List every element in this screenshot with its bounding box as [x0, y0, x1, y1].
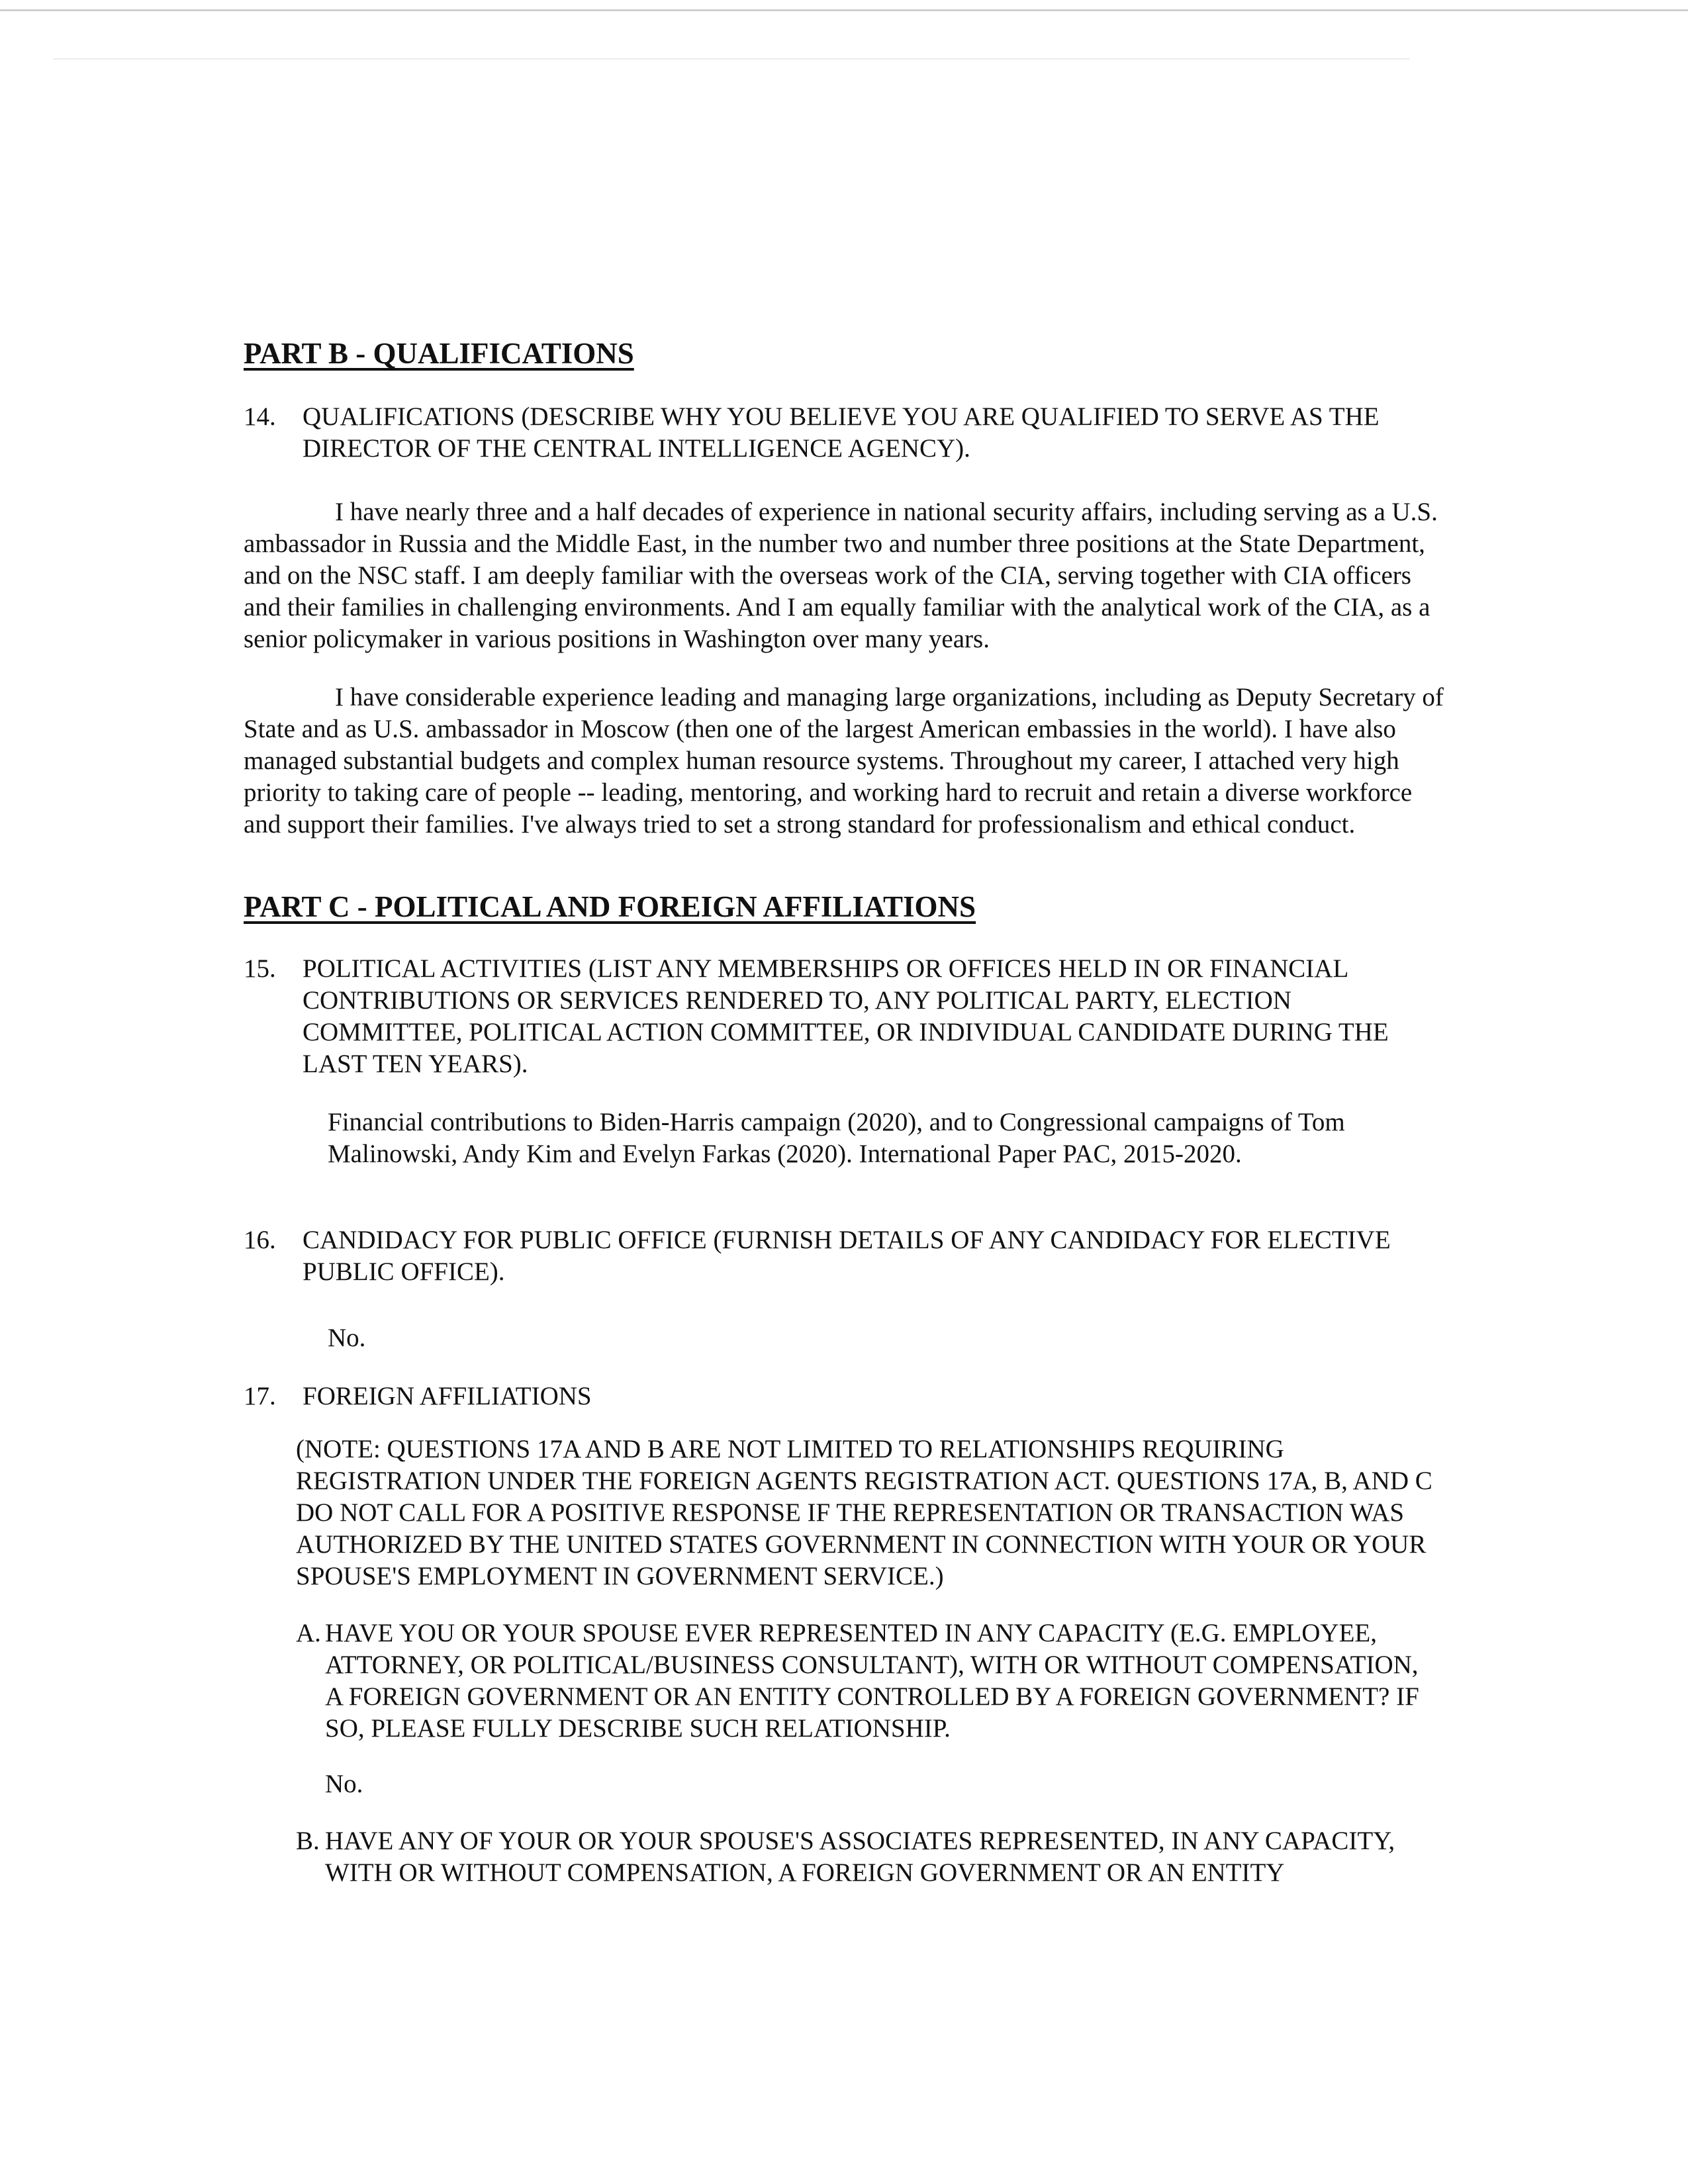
question-17a	[296, 1617, 1419, 1745]
scan-artifact-line	[53, 58, 1410, 60]
paragraph-line: I have considerable experience leading and managing large organizations, including as Deputy Secretary of	[335, 683, 1444, 711]
question-line: DIRECTOR OF THE CENTRAL INTELLIGENCE AGENCY).	[303, 434, 970, 463]
answer-line: Financial contributions to Biden-Harris campaign (2020), and to Congressional campaigns of Tom	[328, 1108, 1345, 1136]
question-line: HAVE ANY OF YOUR OR YOUR SPOUSE'S ASSOCIATES REPRESENTED, IN ANY CAPACITY,	[325, 1827, 1395, 1855]
question-17b	[296, 1825, 1395, 1889]
question-15	[244, 953, 1389, 1080]
note-line: REGISTRATION UNDER THE FOREIGN AGENTS REGISTRATION ACT. QUESTIONS 17A, B, AND C	[296, 1467, 1432, 1495]
paragraph-line: State and as U.S. ambassador in Moscow (then one of the largest American embassies in the world). I have also	[244, 715, 1396, 743]
question-line: ATTORNEY, OR POLITICAL/BUSINESS CONSULTANT), WITH OR WITHOUT COMPENSATION,	[325, 1651, 1419, 1679]
answer-16: No.	[328, 1324, 366, 1352]
paragraph-line: I have nearly three and a half decades of experience in national security affairs, including serving as a U.S.	[335, 498, 1438, 526]
paragraph-line: senior policymaker in various positions in Washington over many years.	[244, 625, 990, 653]
question-line: COMMITTEE, POLITICAL ACTION COMMITTEE, OR INDIVIDUAL CANDIDATE DURING THE	[303, 1018, 1389, 1046]
paragraph-line: and support their families. I've always tried to set a strong standard for professionalism and ethical conduct.	[244, 810, 1356, 839]
paragraph-line: managed substantial budgets and complex human resource systems. Throughout my career, I attached very high	[244, 747, 1399, 775]
paragraph-line: ambassador in Russia and the Middle East, in the number two and number three positions at the State Department,	[244, 529, 1425, 558]
answer-line: Malinowski, Andy Kim and Evelyn Farkas (2020). International Paper PAC, 2015-2020.	[328, 1140, 1242, 1168]
subquestion-label: B.	[296, 1827, 320, 1855]
part-c-heading: PART C - POLITICAL AND FOREIGN AFFILIATIONS	[244, 890, 976, 923]
question-number: 17.	[244, 1382, 276, 1410]
question-line: SO, PLEASE FULLY DESCRIBE SUCH RELATIONSHIP.	[325, 1714, 951, 1743]
note-line: (NOTE: QUESTIONS 17A AND B ARE NOT LIMITED TO RELATIONSHIPS REQUIRING	[296, 1435, 1284, 1463]
question-line: POLITICAL ACTIVITIES (LIST ANY MEMBERSHIPS OR OFFICES HELD IN OR FINANCIAL	[303, 954, 1349, 983]
note-line: DO NOT CALL FOR A POSITIVE RESPONSE IF THE REPRESENTATION OR TRANSACTION WAS	[296, 1498, 1405, 1527]
question-line: LAST TEN YEARS).	[303, 1050, 528, 1078]
answer-17a: No.	[325, 1770, 363, 1798]
question-16	[244, 1224, 1391, 1288]
question-number: 16.	[244, 1226, 276, 1254]
question-title: FOREIGN AFFILIATIONS	[303, 1382, 592, 1410]
question-number: 15.	[244, 954, 276, 983]
question-14	[244, 401, 1380, 465]
scan-edge-line	[0, 9, 1688, 11]
subquestion-label: A.	[296, 1619, 321, 1647]
part-b-heading: PART B - QUALIFICATIONS	[244, 337, 634, 370]
question-line: CANDIDACY FOR PUBLIC OFFICE (FURNISH DETAILS OF ANY CANDIDACY FOR ELECTIVE	[303, 1226, 1391, 1254]
paragraph-line: priority to taking care of people -- leading, mentoring, and working hard to recruit and retain a diverse workforce	[244, 778, 1413, 807]
question-number: 14.	[244, 402, 276, 431]
qualifications-paragraph-1	[244, 496, 1438, 655]
paragraph-line: and their families in challenging environments. And I am equally familiar with the analytical work of the CIA, as a	[244, 593, 1430, 621]
answer-15	[328, 1107, 1345, 1170]
question-line: A FOREIGN GOVERNMENT OR AN ENTITY CONTROLLED BY A FOREIGN GOVERNMENT? IF	[325, 1682, 1419, 1711]
question-17-note	[296, 1433, 1432, 1592]
question-line: CONTRIBUTIONS OR SERVICES RENDERED TO, ANY POLITICAL PARTY, ELECTION	[303, 986, 1291, 1015]
qualifications-paragraph-2	[244, 682, 1444, 841]
question-line: HAVE YOU OR YOUR SPOUSE EVER REPRESENTED IN ANY CAPACITY (E.G. EMPLOYEE,	[325, 1619, 1377, 1647]
note-line: SPOUSE'S EMPLOYMENT IN GOVERNMENT SERVICE.)	[296, 1562, 944, 1590]
question-line: WITH OR WITHOUT COMPENSATION, A FOREIGN GOVERNMENT OR AN ENTITY	[325, 1858, 1285, 1887]
note-line: AUTHORIZED BY THE UNITED STATES GOVERNMENT IN CONNECTION WITH YOUR OR YOUR	[296, 1530, 1427, 1559]
paragraph-line: and on the NSC staff. I am deeply familiar with the overseas work of the CIA, serving together with CIA officers	[244, 561, 1411, 590]
question-line: PUBLIC OFFICE).	[303, 1257, 505, 1286]
question-17	[244, 1381, 592, 1412]
question-line: QUALIFICATIONS (DESCRIBE WHY YOU BELIEVE YOU ARE QUALIFIED TO SERVE AS THE	[303, 402, 1380, 431]
